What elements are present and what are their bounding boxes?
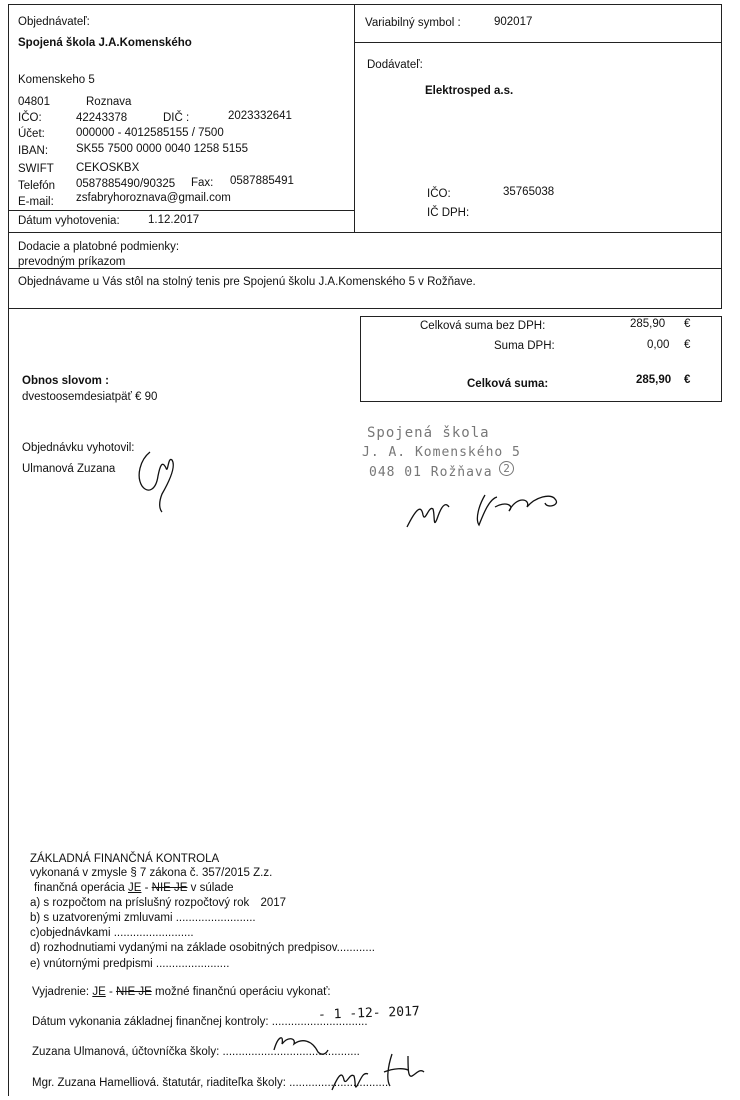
frame-right bbox=[721, 4, 722, 309]
net-total: 285,90 bbox=[630, 318, 666, 330]
control-statement-prefix: Vyjadrenie: bbox=[32, 986, 90, 998]
issued-by-label: Objednávku vyhotovil: bbox=[22, 442, 135, 454]
stamp-mark: 2 bbox=[499, 461, 514, 476]
currency-symbol: € bbox=[684, 339, 691, 351]
buyer-zip: 04801 bbox=[18, 96, 50, 108]
terms-label: Dodacie a platobné podmienky: bbox=[18, 241, 180, 253]
buyer-email: zsfabryhoroznava@gmail.com bbox=[76, 192, 231, 204]
control-operation-suffix: v súlade bbox=[190, 882, 234, 894]
amount-in-words: dvestoosemdesiatpäť € 90 bbox=[22, 391, 158, 403]
order-bottom-divider bbox=[8, 308, 722, 309]
control-item-c: c)objednávkami ......................... bbox=[30, 927, 194, 939]
control-date-handwritten: - 1 -12- 2017 bbox=[317, 1004, 420, 1023]
control-statement bbox=[32, 986, 331, 998]
terms-bottom-divider bbox=[8, 268, 722, 269]
control-item-a bbox=[30, 897, 286, 909]
buyer-phone-label: Telefón bbox=[18, 180, 56, 192]
control-item-a-text: a) s rozpočtom na príslušný rozpočtový rok bbox=[30, 897, 250, 909]
control-item-d: d) rozhodnutiami vydanými na základe osobitných predpisov............ bbox=[30, 942, 375, 954]
control-operation-dash: - bbox=[144, 882, 149, 894]
issuer-signature bbox=[132, 446, 182, 516]
control-date-label: Dátum vykonania základnej finančnej kontroly: .............................. bbox=[32, 1016, 368, 1028]
director-signature bbox=[405, 485, 575, 535]
buyer-fax: 0587885491 bbox=[230, 175, 294, 187]
buyer-swift-label: SWIFT bbox=[18, 163, 54, 175]
grand-total-label: Celková suma: bbox=[467, 378, 549, 390]
buyer-dic-label: DIČ : bbox=[163, 112, 190, 124]
currency-symbol: € bbox=[684, 318, 691, 330]
variable-symbol: 902017 bbox=[494, 16, 533, 28]
currency-symbol: € bbox=[684, 374, 691, 386]
control-item-b: b) s uzatvorenými zmluvami ......................... bbox=[30, 912, 256, 924]
supplier-name: Elektrosped a.s. bbox=[425, 85, 514, 97]
buyer-city: Roznava bbox=[86, 96, 132, 108]
buyer-ico: 42243378 bbox=[76, 112, 128, 124]
supplier-icdph-label: IČ DPH: bbox=[427, 207, 470, 219]
supplier-ico-label: IČO: bbox=[427, 188, 451, 200]
buyer-iban: SK55 7500 0000 0040 1258 5155 bbox=[76, 143, 249, 155]
stamp-line-3: 048 01 Rožňava bbox=[369, 465, 493, 480]
buyer-fax-label: Fax: bbox=[191, 177, 214, 189]
control-operation-line bbox=[34, 882, 234, 894]
buyer-name: Spojená škola J.A.Komenského bbox=[18, 37, 192, 49]
frame-top bbox=[8, 4, 722, 5]
buyer-account-label: Účet: bbox=[18, 128, 45, 140]
buyer-ico-label: IČO: bbox=[18, 112, 42, 124]
date-divider bbox=[8, 210, 355, 211]
control-operation-prefix: finančná operácia bbox=[34, 882, 125, 894]
buyer-account: 000000 - 4012585155 / 7500 bbox=[76, 127, 224, 139]
amount-in-words-label: Obnos slovom : bbox=[22, 375, 109, 387]
order-text: Objednávame u Vás stôl na stolný tenis pre Spojenú školu J.A.Komenského 5 v Rožňave. bbox=[18, 276, 476, 288]
grand-total: 285,90 bbox=[636, 374, 672, 386]
control-law: vykonaná v zmysle § 7 zákona č. 357/2015 Z.z. bbox=[30, 867, 273, 879]
buyer-phone: 0587885490/90325 bbox=[76, 178, 176, 190]
director-signature-line: Mgr. Zuzana Hamelliová. štatutár, riaditeľka školy: ............................... bbox=[32, 1077, 389, 1089]
vat-total-label: Suma DPH: bbox=[494, 340, 555, 352]
terms-value: prevodným príkazom bbox=[18, 256, 126, 268]
control-operation-nieje: NIE JE bbox=[151, 882, 188, 894]
control-statement-nieje: NIE JE bbox=[115, 986, 152, 998]
buyer-heading: Objednávateľ: bbox=[18, 16, 90, 28]
frame-left bbox=[8, 4, 9, 1096]
terms-top-divider bbox=[8, 232, 722, 233]
stamp-line-2: J. A. Komenského 5 bbox=[362, 445, 521, 460]
header-divider bbox=[354, 4, 355, 232]
net-total-label: Celková suma bez DPH: bbox=[420, 320, 546, 332]
accountant-signature-line: Zuzana Ulmanová, účtovníčka školy: ........................................... bbox=[32, 1046, 360, 1058]
control-statement-je: JE bbox=[92, 986, 106, 998]
director-final-signature bbox=[328, 1046, 438, 1096]
issue-date: 1.12.2017 bbox=[148, 214, 200, 226]
vat-total: 0,00 bbox=[647, 339, 670, 351]
buyer-dic: 2023332641 bbox=[228, 110, 292, 122]
control-title: ZÁKLADNÁ FINANČNÁ KONTROLA bbox=[30, 853, 220, 865]
buyer-street: Komenskeho 5 bbox=[18, 74, 95, 86]
supplier-ico: 35765038 bbox=[503, 186, 555, 198]
control-statement-suffix: možné finančnú operáciu vykonať: bbox=[154, 986, 331, 998]
control-statement-dash: - bbox=[108, 986, 113, 998]
supplier-heading: Dodávateľ: bbox=[367, 59, 423, 71]
buyer-email-label: E-mail: bbox=[18, 196, 54, 208]
control-year: 2017 bbox=[260, 897, 287, 909]
buyer-iban-label: IBAN: bbox=[18, 145, 49, 157]
control-item-e: e) vnútornými predpismi ....................... bbox=[30, 958, 230, 970]
issued-by-name: Ulmanová Zuzana bbox=[22, 463, 116, 475]
buyer-swift: CEKOSKBX bbox=[76, 162, 140, 174]
stamp-line-1: Spojená škola bbox=[367, 425, 490, 441]
variable-symbol-label: Variabilný symbol : bbox=[365, 17, 461, 29]
vs-divider bbox=[354, 42, 722, 43]
accountant-signature bbox=[268, 1028, 328, 1058]
control-operation-je: JE bbox=[128, 882, 142, 894]
issue-date-label: Dátum vyhotovenia: bbox=[18, 215, 120, 227]
